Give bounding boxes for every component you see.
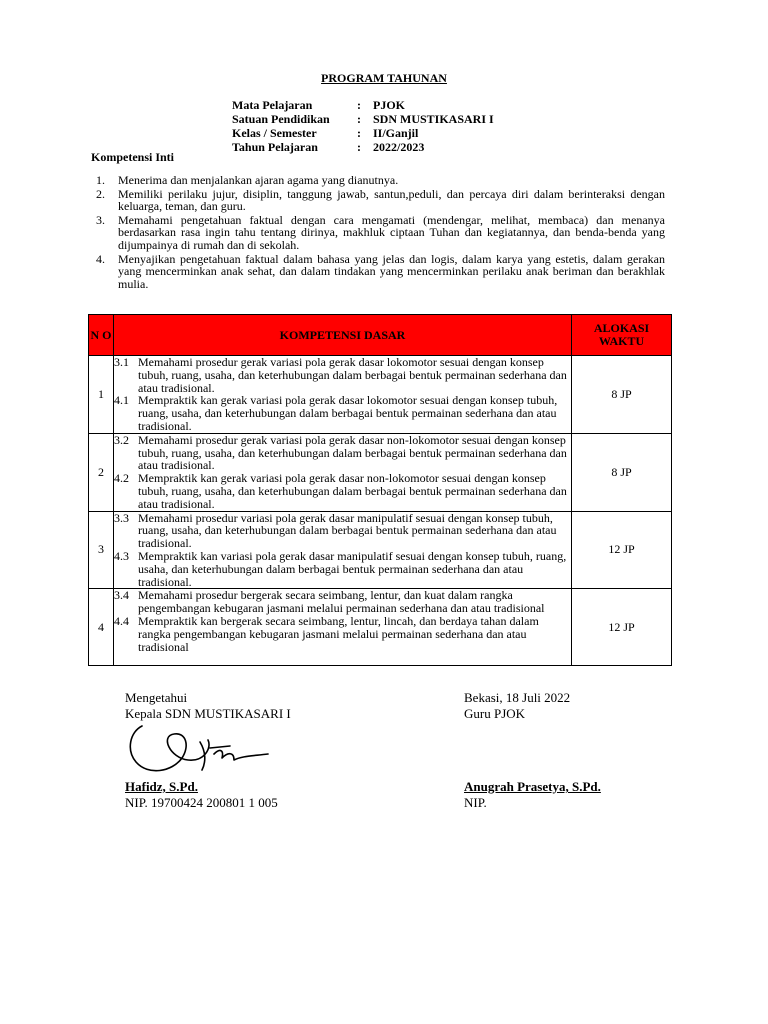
kd-text: Mempraktik kan bergerak secara seimbang, lentur, lincah, dan berdaya tahan dalam rangka pengembangan kebugaran jasmani melalui permainan sederhana dan atau tradisional — [138, 613, 539, 654]
table-header-row — [89, 315, 672, 356]
teacher-name: Anugrah Prasetya, S.Pd. — [464, 779, 601, 794]
meta-colon: : — [357, 140, 361, 154]
kd-item — [114, 512, 569, 550]
meta-row-school — [232, 112, 494, 126]
kd-item — [114, 394, 569, 432]
kd-item — [114, 434, 569, 472]
kd-item — [114, 550, 569, 588]
kd-number: 4.3 — [114, 548, 129, 563]
principal-name: Hafidz, S.Pd. — [125, 779, 198, 794]
list-text: Memahami pengetahuan faktual dengan cara mengamati (mendengar, melihat, membaca) dan menanya berdasarkan rasa ingin tahu tentang dirinya, makhluk ciptaan Tuhan dan kegiatannya, dan benda-benda yang dijumpainya di rumah dan di sekolah. — [118, 212, 665, 252]
list-number: 3. — [96, 212, 105, 227]
kompetensi-inti-heading: Kompetensi Inti — [91, 150, 175, 164]
kd-text: Mempraktik kan variasi pola gerak dasar manipulatif sesuai dengan konsep tubuh, ruang, usaha, dan keterhubungan dalam berbagai bentuk permainan sederhana dan atau tradisional. — [138, 548, 567, 589]
kd-text: Mempraktik kan gerak variasi pola gerak dasar lokomotor sesuai dengan konsep tubuh, ruang, usaha, dan keterhubungan dalam berbagai bentuk permainan sederhana dan atau tradisional. — [138, 393, 558, 433]
list-number: 2. — [96, 186, 105, 201]
signer-right — [464, 779, 601, 811]
handwritten-signature — [120, 718, 275, 780]
kd-number: 3.3 — [114, 510, 129, 525]
kd-number: 4.1 — [114, 393, 129, 408]
kd-cell — [114, 356, 572, 434]
kd-item — [114, 589, 569, 615]
row-number: 3 — [89, 511, 114, 589]
kd-item — [114, 615, 569, 653]
acknowledgement-label: Mengetahui — [125, 690, 188, 705]
list-number: 4. — [96, 251, 105, 266]
table-row — [89, 433, 672, 511]
meta-row-subject — [232, 98, 494, 112]
kd-number: 3.1 — [114, 355, 129, 369]
kd-number: 4.4 — [114, 613, 129, 628]
signature-block-right — [464, 690, 570, 722]
kd-item — [114, 472, 569, 510]
teacher-title: Guru PJOK — [464, 706, 526, 721]
meta-value: PJOK — [373, 98, 405, 112]
list-item — [93, 188, 665, 213]
header-kompetensi-dasar: KOMPETENSI DASAR — [114, 315, 572, 356]
kd-cell — [114, 511, 572, 589]
kd-cell — [114, 589, 572, 666]
list-text: Menyajikan pengetahuan faktual dalam bahasa yang jelas dan logis, dalam karya yang estetis, dalam gerakan yang mencerminkan anak sehat, dan dalam tindakan yang mencerminkan perilaku anak beriman dan berakhlak mulia. — [118, 251, 665, 291]
kd-item — [114, 356, 569, 394]
meta-label: Tahun Pelajaran — [232, 140, 318, 154]
time-allocation: 8 JP — [572, 433, 672, 511]
kd-number: 4.2 — [114, 471, 129, 486]
kd-number: 3.4 — [114, 588, 129, 603]
kd-text: Memahami prosedur bergerak secara seimbang, lentur, dan kuat dalam rangka pengembangan kebugaran jasmani melalui permainan sederhana dan atau tradisional — [138, 588, 545, 616]
table-row — [89, 511, 672, 589]
meta-row-class — [232, 126, 494, 140]
list-number: 1. — [96, 173, 105, 187]
meta-row-year — [232, 140, 494, 154]
signer-left — [125, 779, 278, 811]
time-allocation: 12 JP — [572, 589, 672, 666]
meta-label: Kelas / Semester — [232, 126, 317, 140]
row-number: 1 — [89, 356, 114, 434]
list-text: Menerima dan menjalankan ajaran agama yang dianutnya. — [118, 173, 399, 187]
kd-number: 3.2 — [114, 432, 129, 447]
kd-cell — [114, 433, 572, 511]
place-date: Bekasi, 18 Juli 2022 — [464, 690, 571, 705]
meta-colon: : — [357, 112, 361, 126]
kd-text: Memahami prosedur variasi pola gerak dasar manipulatif sesuai dengan konsep tubuh, ruang, usaha, dan keterhubungan dalam berbagai bentuk permainan sederhana dan atau tradisional. — [138, 510, 557, 551]
teacher-nip: NIP. — [464, 795, 487, 810]
meta-value: 2022/2023 — [373, 140, 425, 154]
row-number: 4 — [89, 589, 114, 666]
header-alokasi-waktu: ALOKASI WAKTU — [572, 315, 672, 356]
meta-label: Mata Pelajaran — [232, 98, 313, 112]
meta-colon: : — [357, 126, 361, 140]
time-allocation: 8 JP — [572, 356, 672, 434]
list-item — [93, 253, 665, 291]
principal-title: Kepala SDN MUSTIKASARI I — [125, 706, 291, 721]
list-item — [93, 214, 665, 252]
document-title: PROGRAM TAHUNAN — [321, 71, 447, 85]
kd-text: Mempraktik kan gerak variasi pola gerak dasar non-lokomotor sesuai dengan konsep tubuh, ruang, usaha, dan keterhubungan dalam berbagai bentuk permainan sederhana dan atau tradisional. — [138, 471, 567, 511]
table-row — [89, 356, 672, 434]
meta-label: Satuan Pendidikan — [232, 112, 330, 126]
time-allocation: 12 JP — [572, 511, 672, 589]
kompetensi-inti-list — [93, 174, 665, 291]
principal-nip: NIP. 19700424 200801 1 005 — [125, 795, 278, 810]
row-number: 2 — [89, 433, 114, 511]
identity-table — [232, 98, 494, 154]
kd-text: Memahami prosedur gerak variasi pola gerak dasar non-lokomotor sesuai dengan konsep tubuh, ruang, usaha, dan keterhubungan dalam berbagai bentuk permainan sederhana dan atau tradisional. — [138, 432, 567, 473]
header-no: N O — [89, 315, 114, 356]
meta-value: SDN MUSTIKASARI I — [373, 112, 494, 126]
kompetensi-dasar-table — [88, 314, 672, 666]
meta-value: II/Ganjil — [373, 126, 419, 140]
meta-colon: : — [357, 98, 361, 112]
list-item — [93, 174, 665, 187]
table-row — [89, 589, 672, 666]
kd-text: Memahami prosedur gerak variasi pola gerak dasar lokomotor sesuai dengan konsep tubuh, ruang, usaha, dan keterhubungan dalam berbagai bentuk permainan sederhana dan atau tradisional. — [138, 355, 567, 395]
list-text: Memiliki perilaku jujur, disiplin, tanggung jawab, santun,peduli, dan percaya diri dalam berinteraksi dengan keluarga, teman, dan guru. — [118, 186, 665, 214]
